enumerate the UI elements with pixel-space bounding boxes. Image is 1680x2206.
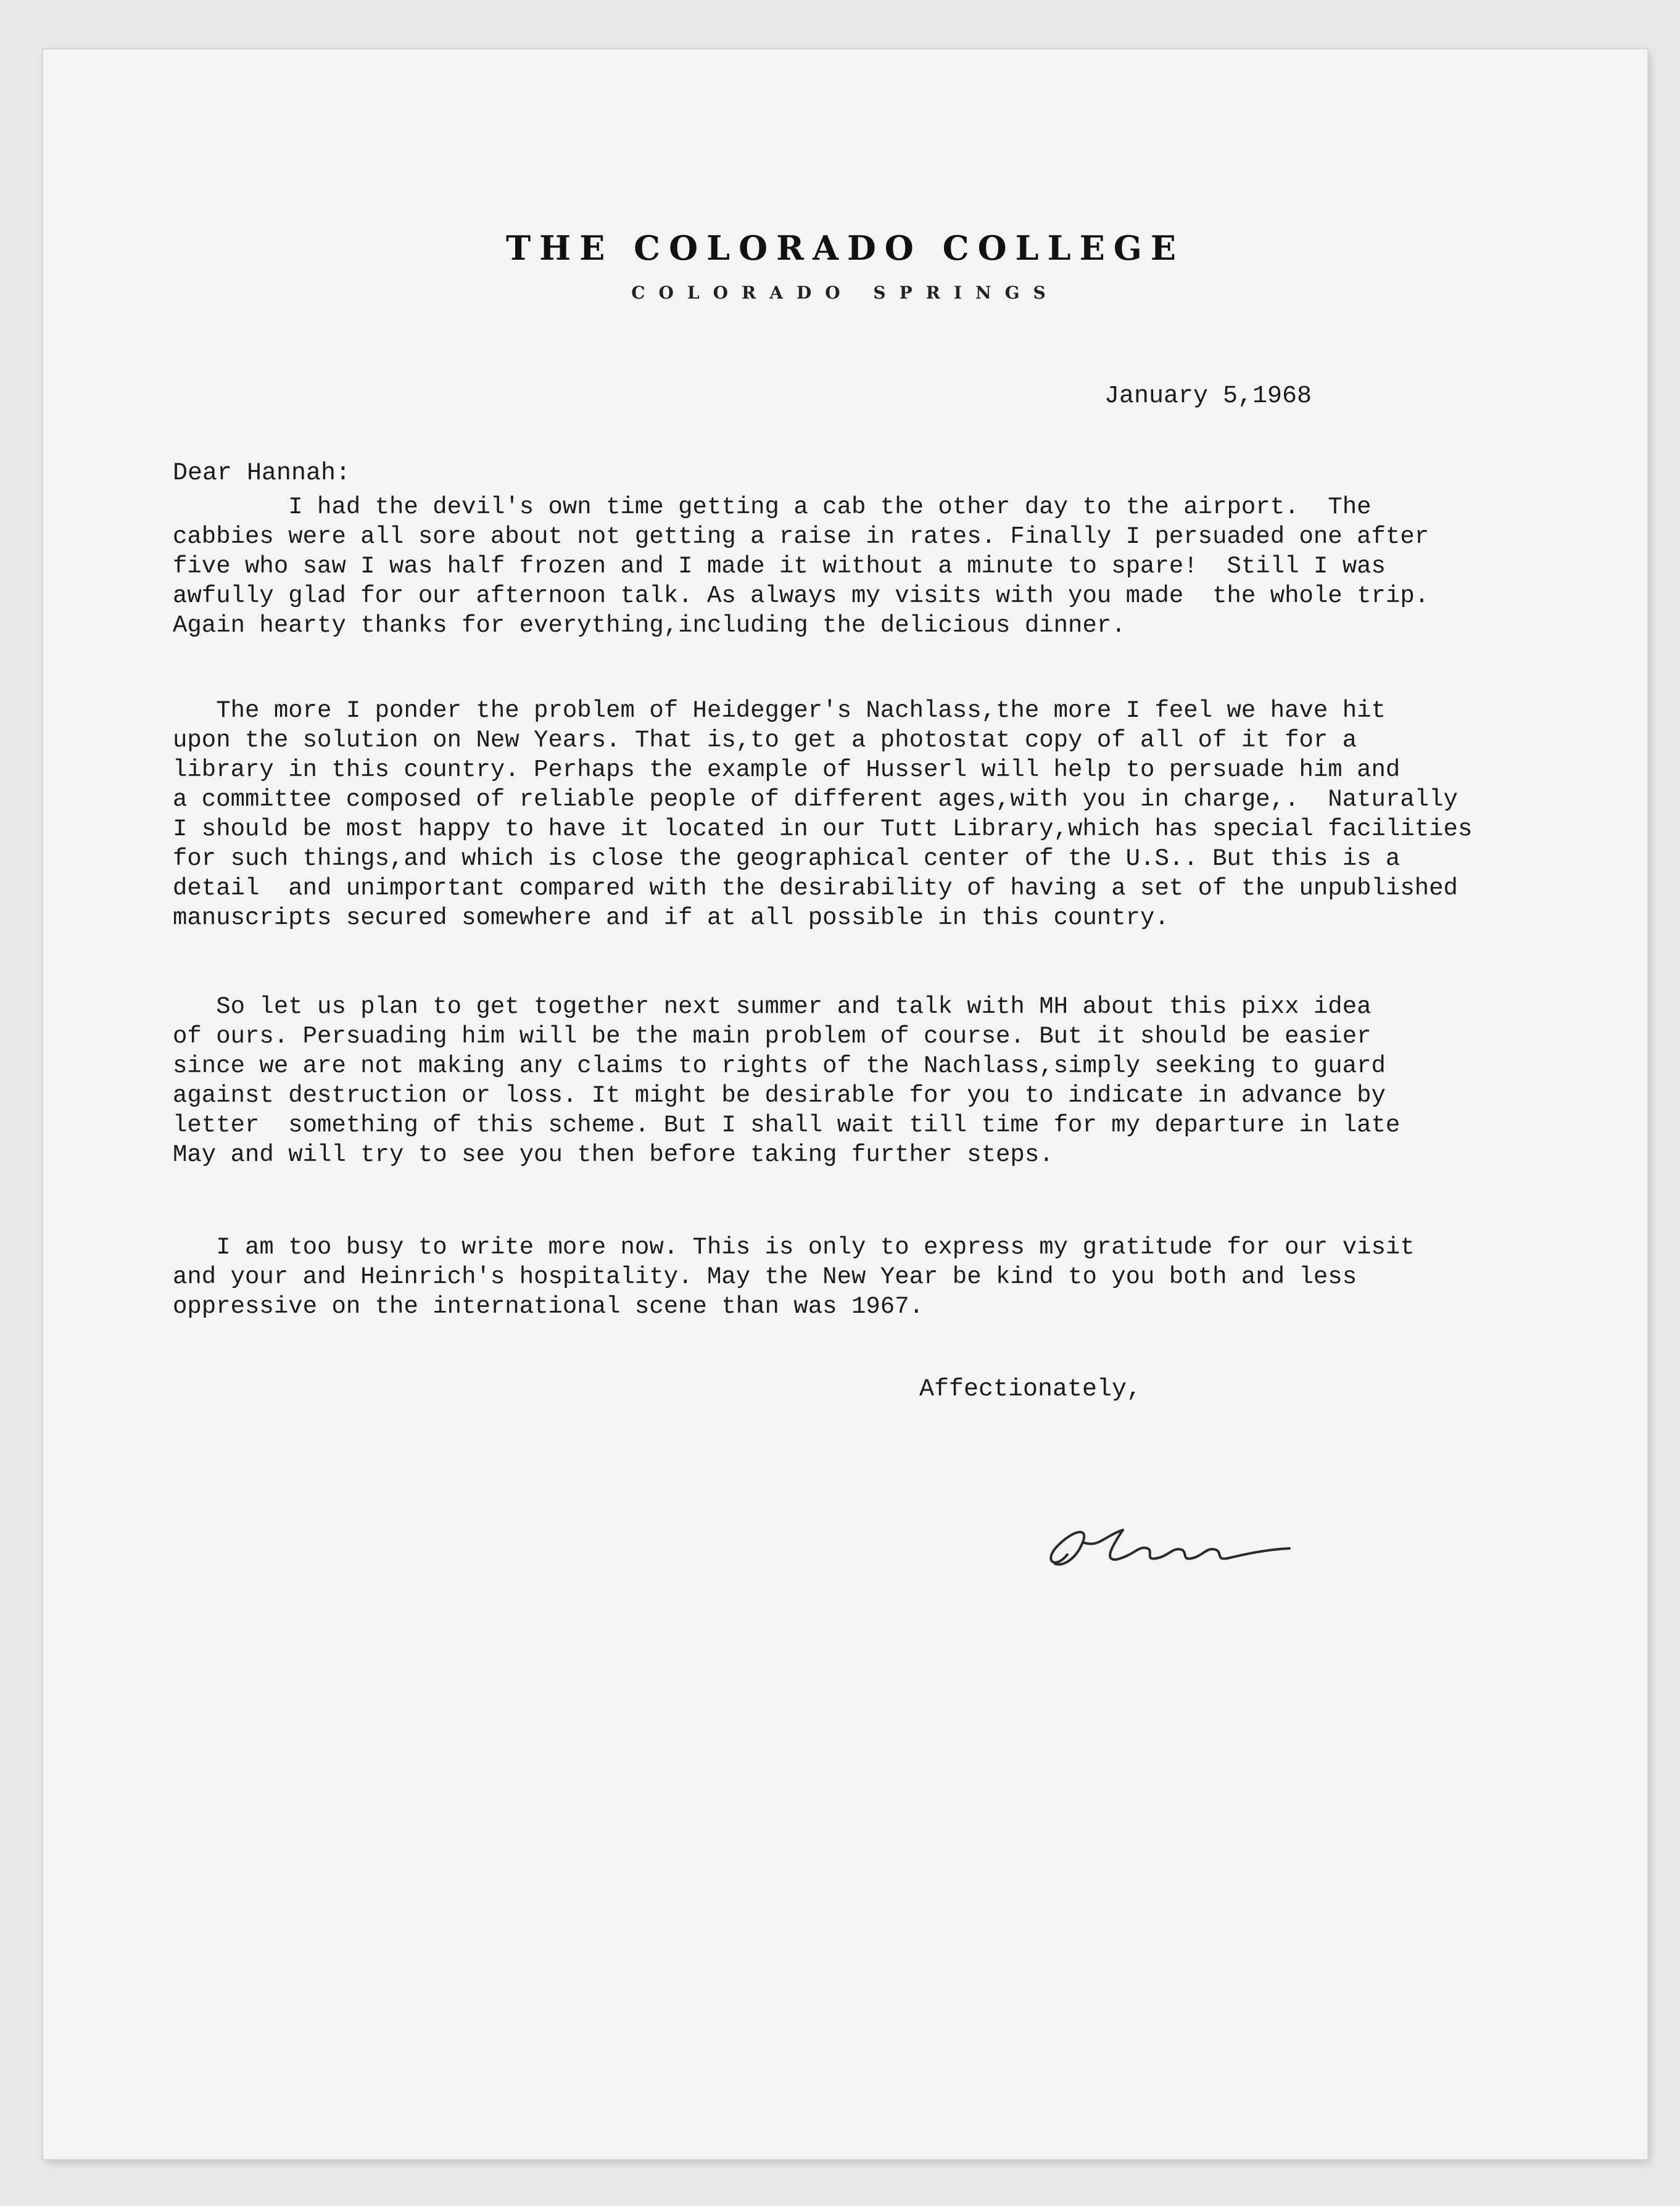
text-line: awfully glad for our afternoon talk. As always my visits with you made the whole trip. — [173, 582, 1430, 609]
text-line: cabbies were all sore about not getting a raise in rates. Finally I persuaded one after — [173, 523, 1430, 550]
letter-date: January 5,1968 — [1104, 382, 1312, 410]
letterhead-city: COLORADO SPRINGS — [631, 283, 1059, 303]
text-line: for such things,and which is close the geographical center of the U.S.. But this is a — [173, 845, 1401, 872]
text-line: I had the devil's own time getting a cab the other day to the airport. The — [173, 494, 1372, 521]
text-line: I am too busy to write more now. This is only to express my gratitude for our visit — [173, 1234, 1415, 1261]
text-line: upon the solution on New Years. That is,to get a photostat copy of all of it for a — [173, 727, 1357, 754]
paragraph-2 — [173, 696, 1579, 933]
text-line: detail and unimportant compared with the desirability of having a set of the unpublished — [173, 875, 1458, 902]
text-line: Again hearty thanks for everything,including the delicious dinner. — [173, 612, 1126, 639]
letterhead-title: THE COLORADO COLLEGE — [505, 228, 1185, 268]
text-line: library in this country. Perhaps the example of Husserl will help to persuade him and — [173, 756, 1401, 783]
text-line: The more I ponder the problem of Heidegger's Nachlass,the more I feel we have hit — [173, 697, 1386, 724]
paragraph-1 — [173, 492, 1579, 640]
text-line: So let us plan to get together next summer and talk with MH about this pixx idea — [173, 993, 1372, 1020]
text-line: oppressive on the international scene than was 1967. — [173, 1293, 924, 1320]
letter-page — [43, 49, 1647, 2159]
text-line: manuscripts secured somewhere and if at all possible in this country. — [173, 904, 1169, 932]
paragraph-4 — [173, 1233, 1579, 1321]
handwritten-signature-glenn — [1030, 1511, 1302, 1579]
text-line: May and will try to see you then before taking further steps. — [173, 1141, 1054, 1168]
text-line: and your and Heinrich's hospitality. May the New Year be kind to you both and less — [173, 1263, 1357, 1291]
text-line: of ours. Persuading him will be the main problem of course. But it should be easier — [173, 1023, 1372, 1050]
text-line: since we are not making any claims to rights of the Nachlass,simply seeking to guard — [173, 1052, 1386, 1080]
text-line: a committee composed of reliable people of different ages,with you in charge,. Naturally — [173, 786, 1458, 813]
salutation: Dear Hannah: — [173, 460, 351, 487]
text-line: five who saw I was half frozen and I made it without a minute to spare! Still I was — [173, 553, 1386, 580]
text-line: letter something of this scheme. But I shall wait till time for my departure in late — [173, 1112, 1401, 1139]
paragraph-3 — [173, 992, 1579, 1170]
closing: Affectionately, — [919, 1376, 1142, 1403]
text-line: I should be most happy to have it located in our Tutt Library,which has special facilities — [173, 816, 1473, 843]
signature — [1030, 1511, 1302, 1579]
text-line: against destruction or loss. It might be desirable for you to indicate in advance by — [173, 1082, 1386, 1109]
